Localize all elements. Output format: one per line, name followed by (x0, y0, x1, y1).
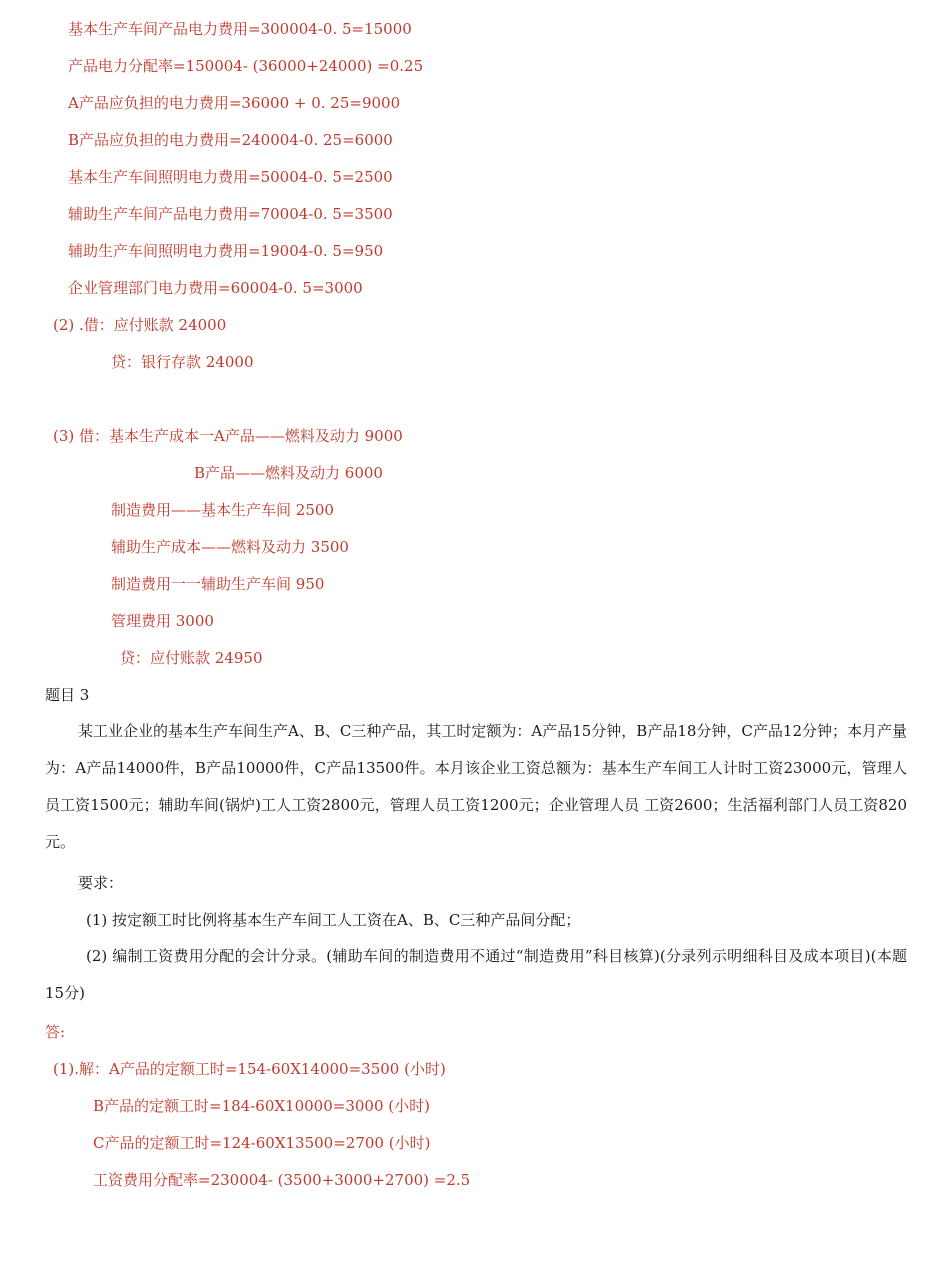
power-calc-line-4: B产品应负担的电力费用=240004-0. 25=6000 (68, 131, 393, 149)
entry3-debit-a-line: (3) 借：基本生产成本一A产品——燃料及动力 9000 (53, 427, 403, 445)
answer-line-4: 工资费用分配率=230004- (3500+3000+2700) =2.5 (93, 1171, 471, 1189)
entry3-aux-cost-line: 辅助生产成本——燃料及动力 3500 (111, 538, 349, 556)
power-calc-line-7: 辅助生产车间照明电力费用=19004-0. 5=950 (68, 242, 384, 260)
answer-line-2: B产品的定额工时=184-60X10000=3000 (小时) (93, 1097, 430, 1115)
answer-line-3: C产品的定额工时=124-60X13500=2700 (小时) (93, 1134, 431, 1152)
power-calc-line-1: 基本生产车间产品电力费用=300004-0. 5=15000 (68, 20, 412, 38)
requirement-2: (2) 编制工资费用分配的会计分录。(辅助车间的制造费用不通过“制造费用”科目核算)(分录列示明细科目及成本项目)(本题15分) (45, 947, 907, 1002)
entry2-debit-line: (2) .借：应付账款 24000 (53, 316, 227, 334)
requirements-label: 要求： (78, 874, 124, 892)
question-body: 某工业企业的基本生产车间生产A、B、C三种产品，其工时定额为：A产品15分钟，B产品18分钟，C产品12分钟；本月产量为：A产品14000件，B产品10000件，C产品13500件。本月该企业工资总额为：基本生产车间工人计时工资23000元，管理人员工资1500元；辅助车间(锅炉)工人工资2800元，管理人员工资1200元；企业管理人员 工资2600；生活福利部门人员工资820元。 (45, 722, 907, 851)
entry3-mfg-aux-line: 制造费用一一辅助生产车间 950 (111, 575, 325, 593)
answer-line-1: (1).解：A产品的定额工时=154-60X14000=3500 (小时) (53, 1060, 446, 1078)
question-title: 题目 3 (45, 686, 90, 704)
power-calc-line-2: 产品电力分配率=150004- (36000+24000) =0.25 (68, 57, 424, 75)
power-calc-line-6: 辅助生产车间产品电力费用=70004-0. 5=3500 (68, 205, 393, 223)
entry3-debit-b-line: B产品——燃料及动力 6000 (194, 464, 383, 482)
requirement-1: (1) 按定额工时比例将基本生产车间工人工资在A、B、C三种产品间分配； (86, 911, 581, 929)
entry3-mfg-basic-line: 制造费用——基本生产车间 2500 (111, 501, 334, 519)
answer-label: 答: (45, 1023, 66, 1041)
entry2-credit-line: 贷：银行存款 24000 (111, 353, 254, 371)
entry3-admin-line: 管理费用 3000 (111, 612, 214, 630)
power-calc-line-3: A产品应负担的电力费用=36000 + 0. 25=9000 (68, 94, 401, 112)
entry3-credit-line: 贷：应付账款 24950 (120, 649, 263, 667)
power-calc-line-5: 基本生产车间照明电力费用=50004-0. 5=2500 (68, 168, 393, 186)
power-calc-line-8: 企业管理部门电力费用=60004-0. 5=3000 (68, 279, 363, 297)
